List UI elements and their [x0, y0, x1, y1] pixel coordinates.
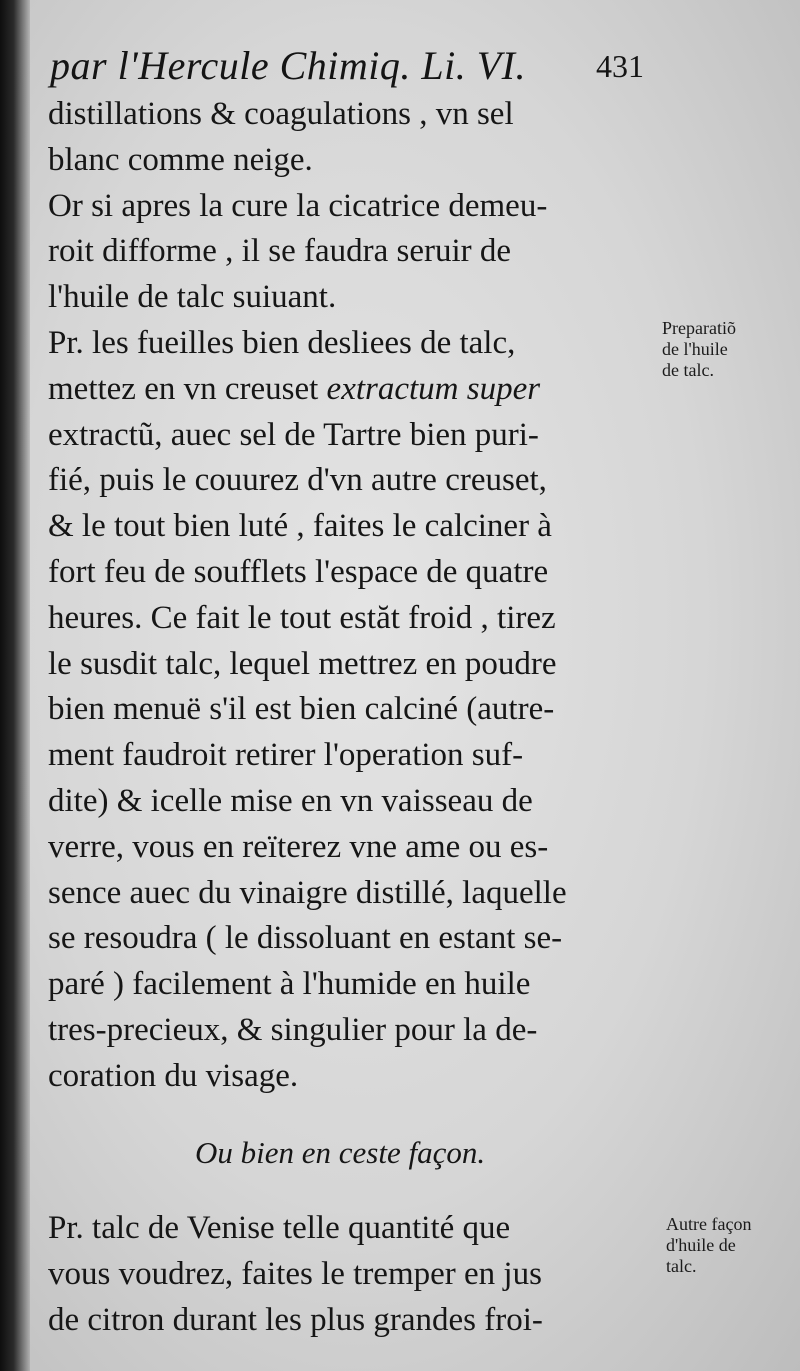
text-line: tres-precieux, & singulier pour la de- [48, 1011, 538, 1048]
text-line: Pr. talc de Venise telle quantité que [48, 1210, 511, 1246]
margin-note-preparation [662, 318, 736, 381]
section-subheading: Ou bien en ceste façon. [195, 1135, 486, 1170]
text-line: l'huile de talc suiuant. [48, 279, 337, 316]
running-head: par l'Hercule Chimiq. Li. VI. [50, 43, 526, 88]
margin-note-other-method [666, 1214, 751, 1277]
text-line: extractũ, auec sel de Tartre bien puri- [48, 416, 539, 453]
text-line: Pr. les fueilles bien desliees de talc, [48, 324, 516, 361]
text-line: bien menuë s'il est bien calciné (autre- [48, 691, 555, 728]
text-line: le susdit talc, lequel mettrez en poudre [48, 645, 557, 682]
margin-note-line: talc. [666, 1256, 697, 1276]
text-line: distillations & coagulations , vn sel [48, 96, 514, 132]
text-line: coration du visage. [48, 1057, 299, 1094]
text-line: verre, vous en reïterez vne ame ou es- [48, 828, 549, 865]
italic-phrase: extractum super [326, 370, 541, 407]
text-line: roit difforme , il se faudra seruir de [48, 233, 512, 270]
text-line: paré ) facilement à l'humide en huile [48, 966, 531, 1003]
main-text [48, 92, 658, 1100]
margin-note-line: d'huile de [666, 1235, 736, 1255]
text-line: dite) & icelle mise en vn vaisseau de [48, 782, 533, 819]
margin-note-line: Autre façon [666, 1214, 752, 1234]
text-line: Or si apres la cure la cicatrice demeu- [48, 187, 548, 224]
text-line: de citron durant les plus grandes froi- [48, 1301, 543, 1338]
text-line: heures. Ce fait le tout estăt froid , tirez [48, 599, 556, 636]
margin-note-line: de l'huile [662, 339, 728, 359]
text-line: blanc comme neige. [48, 141, 313, 178]
margin-note-line: Preparatiõ [662, 318, 736, 338]
page-number: 431 [596, 48, 644, 84]
text-line-mixed [48, 367, 658, 413]
text-line: sence auec du vinaigre distillé, laquelle [48, 874, 567, 911]
text-segment: mettez en vn creuset [48, 370, 327, 407]
text-line: fié, puis le couurez d'vn autre creuset, [48, 462, 547, 499]
text-line: & le tout bien luté , faites le calciner à [48, 508, 552, 545]
text-line: se resoudra ( le dissoluant en estant se- [48, 920, 563, 957]
main-text-continued [48, 1206, 658, 1343]
text-line: fort feu de soufflets l'espace de quatre [48, 553, 549, 590]
page-gutter-shadow [0, 0, 30, 1371]
text-line: ment faudroit retirer l'operation suf- [48, 737, 524, 774]
margin-note-line: de talc. [662, 360, 714, 380]
text-line: vous voudrez, faites le tremper en jus [48, 1255, 542, 1292]
